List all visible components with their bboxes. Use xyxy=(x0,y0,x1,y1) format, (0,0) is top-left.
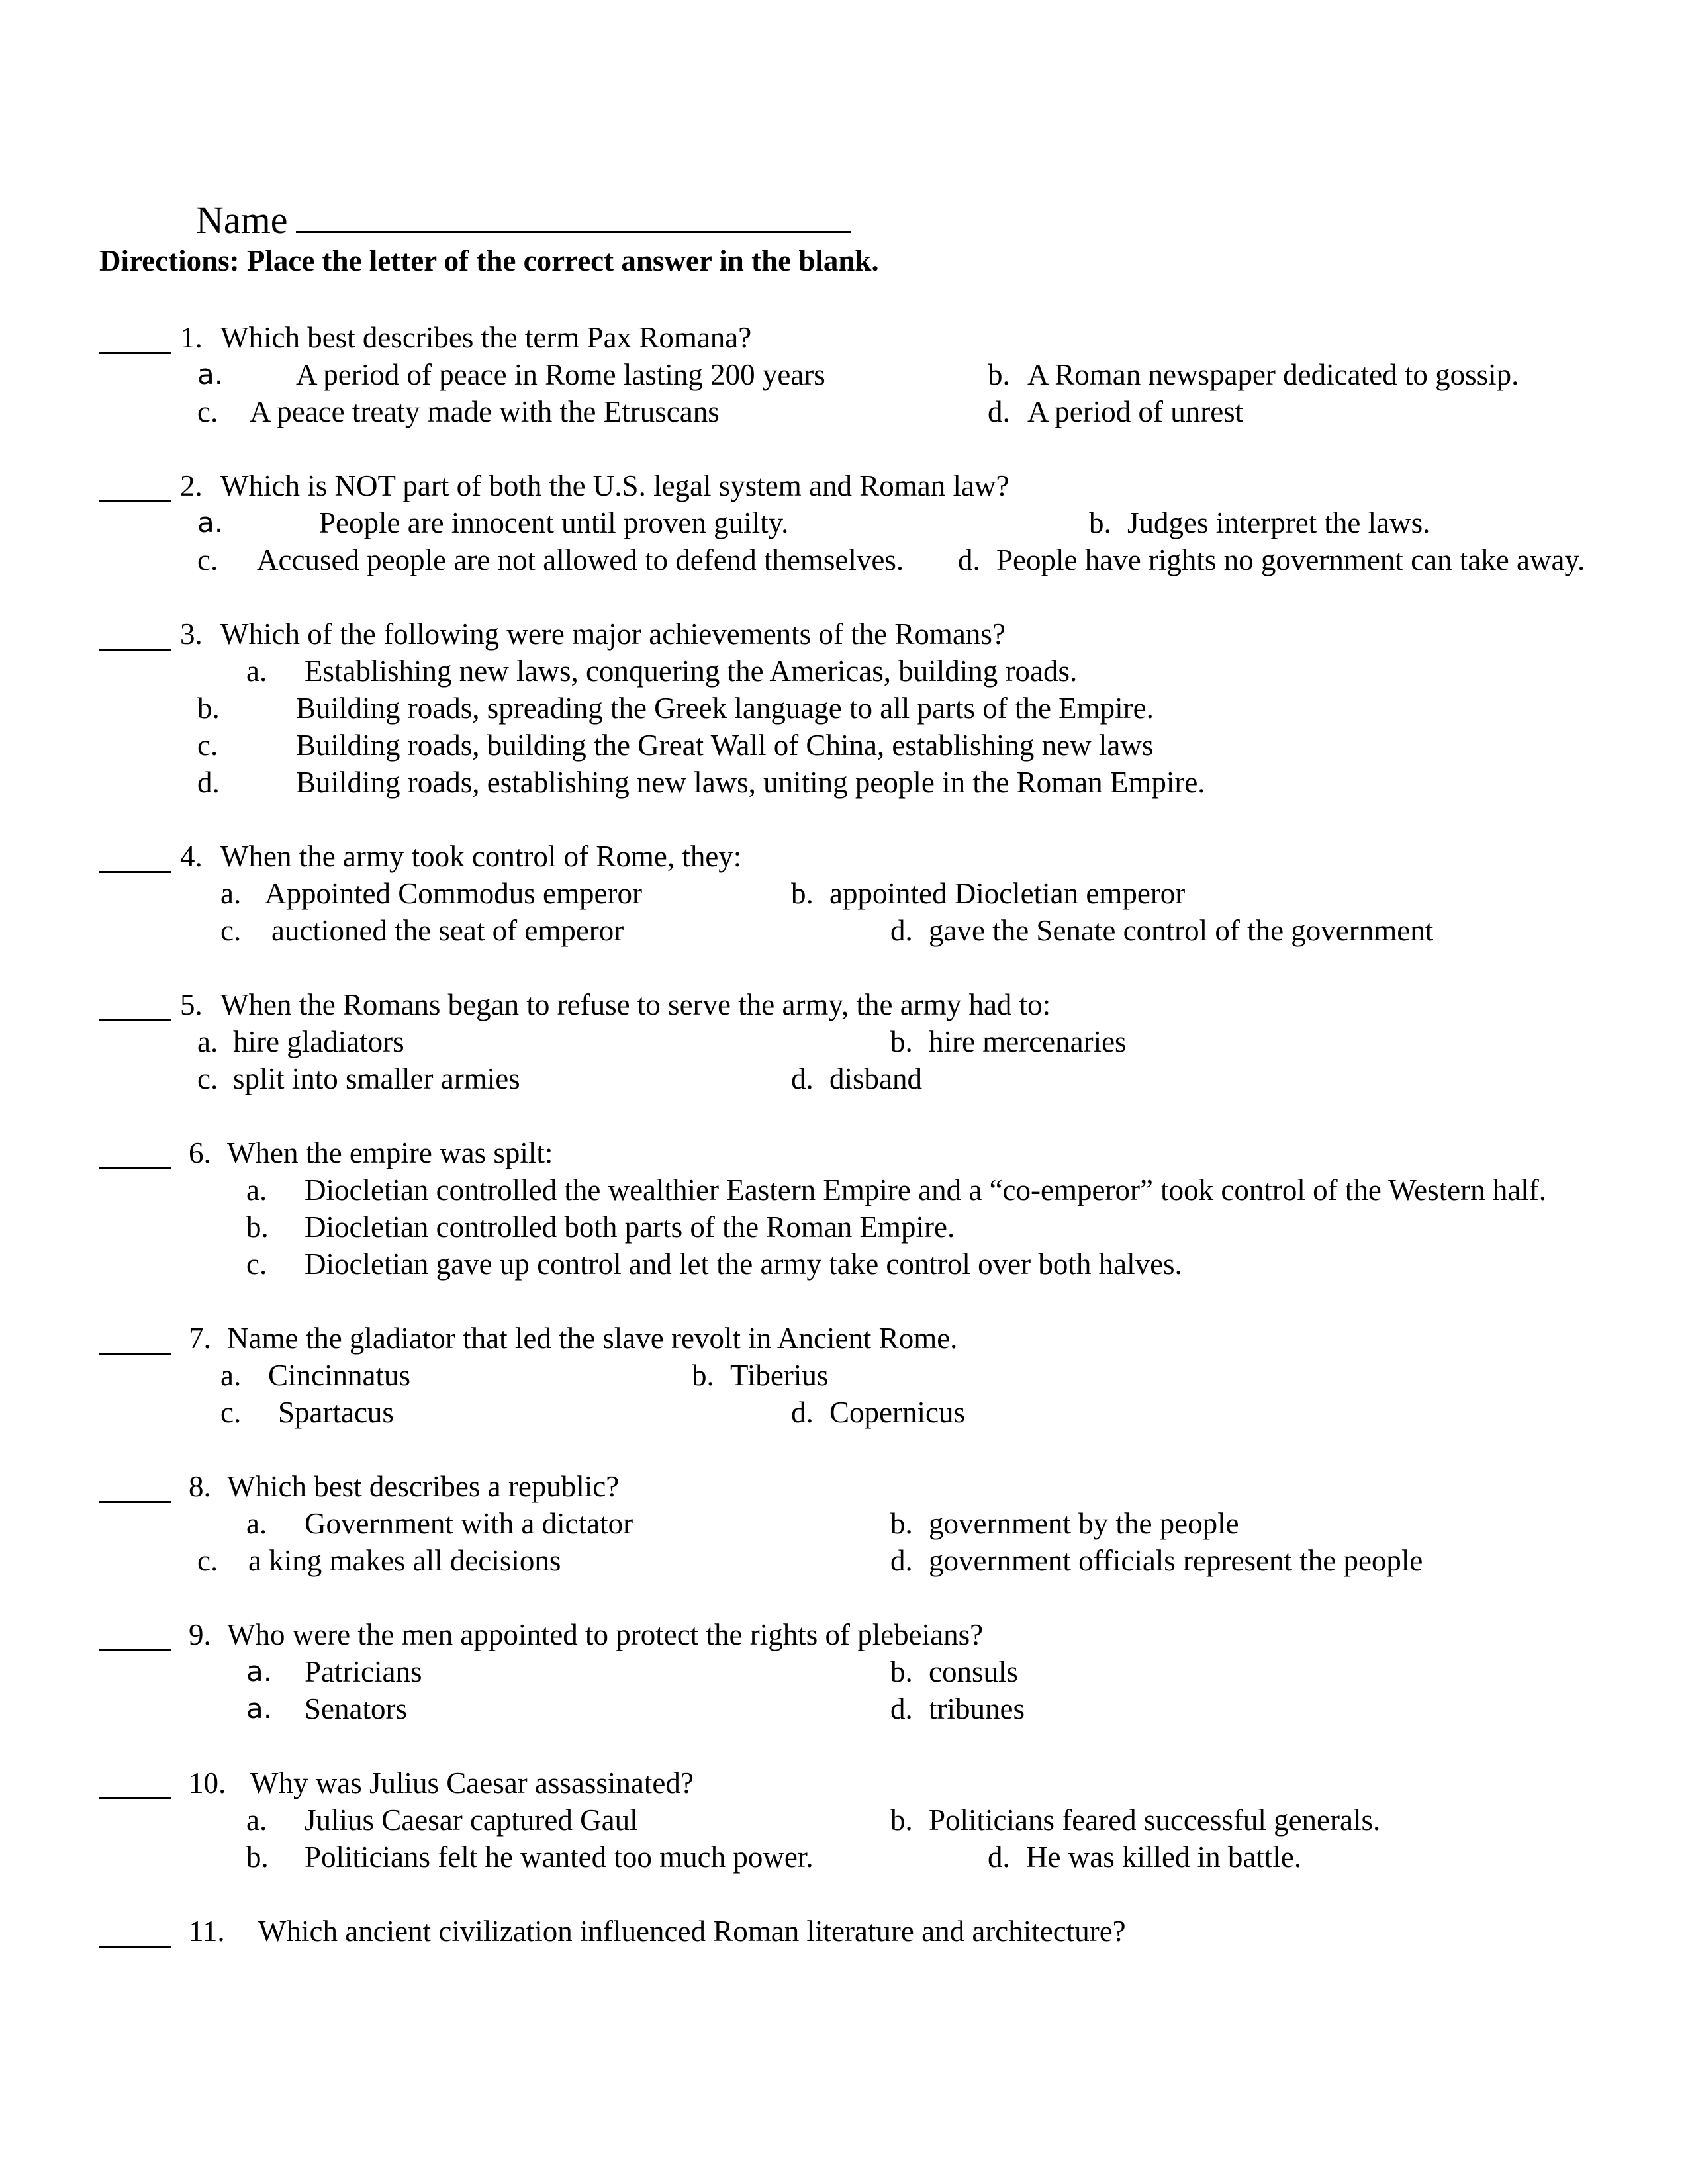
choice-letter: c. xyxy=(220,914,242,947)
choice-letter: b. xyxy=(197,692,220,725)
question-text: Which is NOT part of both the U.S. legal system and Roman law? xyxy=(220,469,1009,502)
choice-text: Politicians feared successful generals. xyxy=(929,1803,1381,1837)
choice-text: consuls xyxy=(929,1655,1018,1688)
choice-letter: b. xyxy=(692,1359,714,1392)
choice-letter: c. xyxy=(197,1062,218,1095)
choice-letter: c. xyxy=(197,395,218,428)
choice-text: Diocletian controlled the wealthier Eastern Empire and a “co-emperor” took control of the Western half. xyxy=(305,1173,1547,1206)
name-blank-line[interactable] xyxy=(296,201,851,233)
choice-text: a king makes all decisions xyxy=(248,1544,561,1577)
choice-letter: a. xyxy=(246,1655,273,1688)
answer-blank[interactable] xyxy=(99,352,171,354)
answer-blank[interactable] xyxy=(99,1019,171,1021)
choice-text: Appointed Commodus emperor xyxy=(265,877,642,910)
choice-letter: d. xyxy=(890,1544,913,1577)
choice-text: A Roman newspaper dedicated to gossip. xyxy=(1027,358,1519,391)
choice-letter: a. xyxy=(246,1173,267,1206)
choice-text: auctioned the seat of emperor xyxy=(271,914,624,947)
choice-text: Patricians xyxy=(305,1655,422,1688)
choice-letter: c. xyxy=(197,1544,218,1577)
name-label: Name xyxy=(196,199,288,242)
question-text: When the army took control of Rome, they: xyxy=(220,840,742,873)
choice-text: Judges interpret the laws. xyxy=(1127,506,1430,539)
choice-letter: c. xyxy=(197,543,218,576)
choice-text: Cincinnatus xyxy=(268,1359,410,1392)
choice-text: Copernicus xyxy=(829,1396,965,1429)
choice-text: Politicians felt he wanted too much power. xyxy=(305,1841,814,1874)
question-text: When the empire was spilt: xyxy=(227,1136,553,1169)
choice-text: A period of peace in Rome lasting 200 years xyxy=(296,358,825,391)
choice-letter: d. xyxy=(791,1396,814,1429)
question-number: 6. xyxy=(189,1136,211,1169)
answer-blank[interactable] xyxy=(99,1649,171,1651)
question-number: 8. xyxy=(189,1470,211,1503)
choice-letter: c. xyxy=(197,729,218,762)
choice-text: disband xyxy=(829,1062,922,1095)
choice-letter: d. xyxy=(197,766,220,799)
choice-text: government officials represent the people xyxy=(929,1544,1423,1577)
choice-letter: a. xyxy=(246,1803,267,1837)
choice-text: tribunes xyxy=(929,1692,1025,1725)
choice-text: Building roads, building the Great Wall of China, establishing new laws xyxy=(296,729,1154,762)
choice-text: appointed Diocletian emperor xyxy=(829,877,1186,910)
question-text: Who were the men appointed to protect the rights of plebeians? xyxy=(227,1618,984,1651)
choice-text: A peace treaty made with the Etruscans xyxy=(250,395,720,428)
choice-letter: d. xyxy=(988,1841,1010,1874)
choice-text: government by the people xyxy=(929,1507,1239,1540)
choice-text: People are innocent until proven guilty. xyxy=(319,506,789,539)
choice-letter: a. xyxy=(220,877,242,910)
choice-text: Diocletian controlled both parts of the Roman Empire. xyxy=(305,1210,955,1244)
choice-letter: a. xyxy=(246,1692,273,1725)
answer-blank[interactable] xyxy=(99,1501,171,1503)
choice-letter: b. xyxy=(246,1210,269,1244)
question-number: 11. xyxy=(189,1915,225,1948)
question-text: Which of the following were major achievements of the Romans? xyxy=(220,617,1006,651)
name-field[interactable] xyxy=(196,197,851,244)
directions: Directions: Place the letter of the correct answer in the blank. xyxy=(99,244,879,277)
question-number: 4. xyxy=(180,840,203,873)
choice-letter: a. xyxy=(197,506,224,539)
answer-blank[interactable] xyxy=(99,1167,171,1169)
question-text: When the Romans began to refuse to serve the army, the army had to: xyxy=(220,988,1051,1021)
choice-letter: a. xyxy=(246,1507,267,1540)
choice-text: Senators xyxy=(305,1692,407,1725)
choice-letter: d. xyxy=(791,1062,814,1095)
question-number: 5. xyxy=(180,988,203,1021)
question-text: Which ancient civilization influenced Roman literature and architecture? xyxy=(258,1915,1126,1948)
choice-letter: d. xyxy=(890,914,913,947)
choice-text: He was killed in battle. xyxy=(1026,1841,1302,1874)
question-number: 10. xyxy=(189,1766,226,1799)
choice-letter: b. xyxy=(890,1507,913,1540)
answer-blank[interactable] xyxy=(99,1946,171,1948)
choice-text: Establishing new laws, conquering the Americas, building roads. xyxy=(305,655,1078,688)
choice-text: Tiberius xyxy=(730,1359,829,1392)
choice-letter: b. xyxy=(791,877,814,910)
choice-text: gave the Senate control of the government xyxy=(929,914,1434,947)
choice-text: Spartacus xyxy=(278,1396,394,1429)
choice-text: hire mercenaries xyxy=(929,1025,1127,1058)
choice-text: Diocletian gave up control and let the army take control over both halves. xyxy=(305,1248,1182,1281)
choice-letter: a. xyxy=(220,1359,242,1392)
choice-text: split into smaller armies xyxy=(233,1062,520,1095)
answer-blank[interactable] xyxy=(99,1797,171,1799)
question-number: 2. xyxy=(180,469,203,502)
question-number: 1. xyxy=(180,321,203,354)
choice-letter: a. xyxy=(197,358,224,390)
choice-letter: b. xyxy=(1089,506,1111,539)
choice-text: Accused people are not allowed to defend themselves. xyxy=(257,543,904,576)
answer-blank[interactable] xyxy=(99,871,171,873)
choice-letter: b. xyxy=(246,1841,269,1874)
choice-text: Julius Caesar captured Gaul xyxy=(305,1803,638,1837)
question-text: Which best describes the term Pax Romana? xyxy=(220,321,752,354)
choice-text: People have rights no government can take away. xyxy=(996,543,1585,576)
choice-letter: d. xyxy=(988,395,1010,428)
question-number: 7. xyxy=(189,1322,211,1355)
choice-letter: c. xyxy=(220,1396,242,1429)
choice-letter: b. xyxy=(890,1655,913,1688)
answer-blank[interactable] xyxy=(99,1353,171,1355)
choice-letter: b. xyxy=(890,1803,913,1837)
answer-blank[interactable] xyxy=(99,649,171,651)
choice-letter: a. xyxy=(246,655,267,688)
choice-text: Government with a dictator xyxy=(305,1507,633,1540)
choice-letter: c. xyxy=(246,1248,267,1281)
question-number: 9. xyxy=(189,1618,211,1651)
choice-letter: d. xyxy=(958,543,980,576)
choice-letter: d. xyxy=(890,1692,913,1725)
choice-text: hire gladiators xyxy=(233,1025,404,1058)
question-text: Why was Julius Caesar assassinated? xyxy=(250,1766,694,1799)
choice-text: Building roads, establishing new laws, uniting people in the Roman Empire. xyxy=(296,766,1205,799)
choice-letter: a. xyxy=(197,1025,218,1058)
question-number: 3. xyxy=(180,617,203,651)
question-text: Which best describes a republic? xyxy=(227,1470,620,1503)
choice-letter: b. xyxy=(988,358,1010,391)
choice-text: Building roads, spreading the Greek language to all parts of the Empire. xyxy=(296,692,1154,725)
question-text: Name the gladiator that led the slave revolt in Ancient Rome. xyxy=(227,1322,958,1355)
choice-letter: b. xyxy=(890,1025,913,1058)
choice-text: A period of unrest xyxy=(1027,395,1244,428)
answer-blank[interactable] xyxy=(99,500,171,502)
